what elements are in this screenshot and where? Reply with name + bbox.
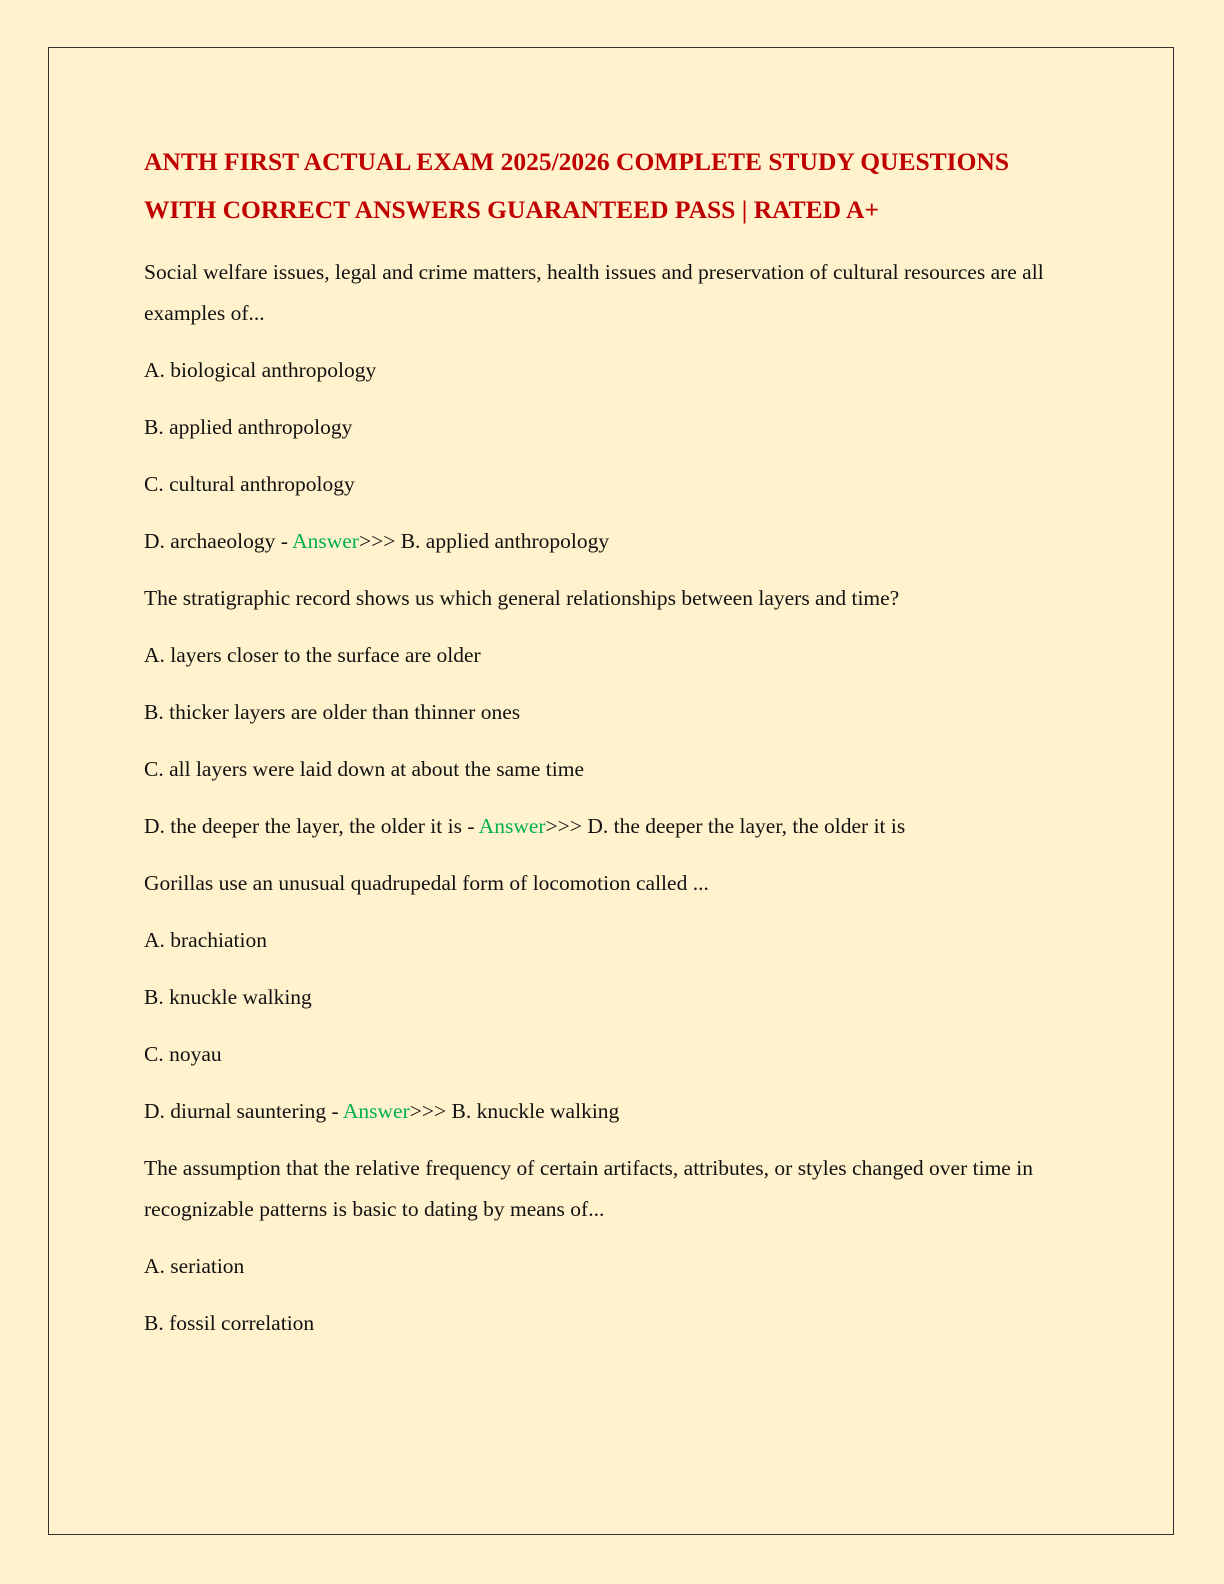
option-b: B. applied anthropology — [144, 415, 353, 439]
option-d: D. diurnal sauntering — [144, 1099, 327, 1123]
correct-answer: B. knuckle walking — [451, 1099, 620, 1123]
answer-label: Answer — [292, 529, 359, 553]
option-a: A. biological anthropology — [144, 358, 377, 382]
question-3 — [144, 863, 1084, 1132]
option-b: B. fossil correlation — [144, 1311, 315, 1335]
option-d: D. archaeology — [144, 529, 276, 553]
option-b: B. knuckle walking — [144, 985, 312, 1009]
option-a: A. seriation — [144, 1254, 245, 1278]
answer-label: Answer — [478, 814, 546, 838]
question-text: Social welfare issues, legal and crime matters, health issues and preservation of cultural resources are all examples of... — [144, 260, 1044, 325]
question-text: The assumption that the relative frequency of certain artifacts, attributes, or styles changed over time in recognizable patterns is basic to dating by means of... — [144, 1156, 1033, 1221]
answer-dash: - — [326, 1099, 343, 1123]
question-2 — [144, 578, 1084, 847]
question-text: Gorillas use an unusual quadrupedal form of locomotion called ... — [144, 871, 709, 895]
question-1 — [144, 252, 1084, 562]
option-c: C. cultural anthropology — [144, 472, 355, 496]
answer-separator: >>> — [358, 529, 401, 553]
document-title: ANTH FIRST ACTUAL EXAM 2025/2026 COMPLETE STUDY QUESTIONS WITH CORRECT ANSWERS GUARANTEED PASS | RATED A+ — [144, 147, 1010, 224]
answer-label: Answer — [342, 1099, 410, 1123]
option-d-with-answer — [144, 806, 1084, 847]
question-text: The stratigraphic record shows us which general relationships between layers and time? — [144, 586, 900, 610]
option-a: A. layers closer to the surface are older — [144, 643, 481, 667]
correct-answer: B. applied anthropology — [400, 529, 610, 553]
option-c: C. all layers were laid down at about the same time — [144, 757, 585, 781]
answer-separator: >>> — [545, 814, 588, 838]
question-4 — [144, 1148, 1084, 1344]
answer-separator: >>> — [409, 1099, 452, 1123]
option-d-with-answer — [144, 521, 1084, 562]
correct-answer: D. the deeper the layer, the older it is — [587, 814, 906, 838]
option-d: D. the deeper the layer, the older it is — [144, 814, 462, 838]
option-b: B. thicker layers are older than thinner ones — [144, 700, 521, 724]
answer-dash: - — [461, 814, 479, 838]
option-d-with-answer — [144, 1091, 1084, 1132]
answer-dash: - — [275, 529, 293, 553]
option-c: C. noyau — [144, 1042, 222, 1066]
option-a: A. brachiation — [144, 928, 267, 952]
document-body — [144, 138, 1084, 1360]
